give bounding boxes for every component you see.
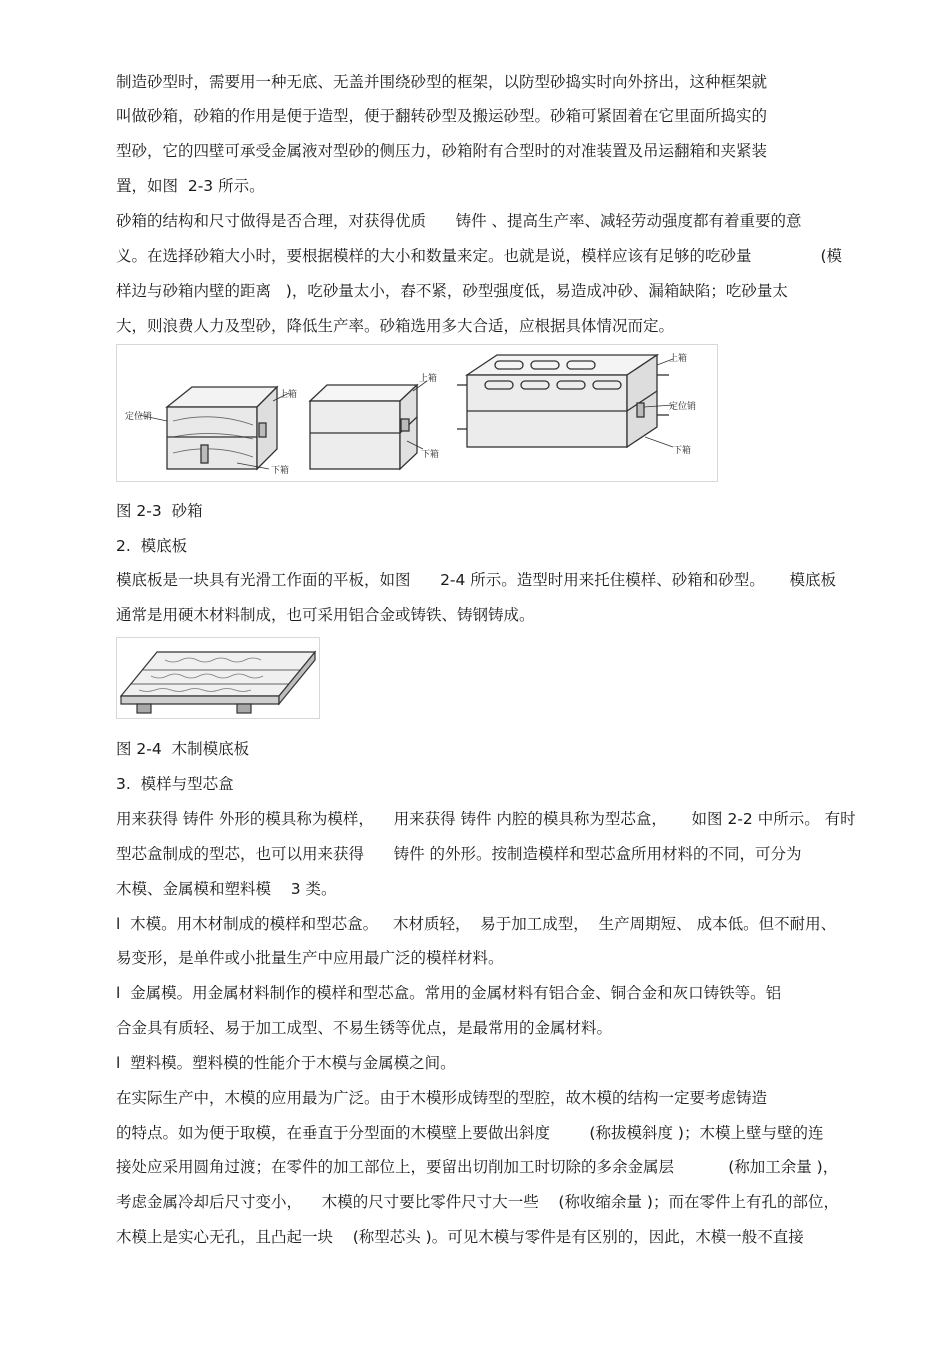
bullet-line-metal-1: l 金属模。用金属材料制作的模样和型芯盒。常用的金属材料有铝合金、铜合金和灰口铸铁等。铝 [116,984,782,1002]
fig3-label-xiaxiang-2: 下箱 [421,450,440,460]
fig3-label-dingweixiao-1: 定位销 [125,412,153,422]
text-line-16: 接处应采用圆角过渡；在零件的加工部位上，要留出切削加工时切除的多余金属层 (称加工余量 )， [116,1158,839,1176]
text-line-7: 样边与砂箱内壁的距离 )，吃砂量太小，舂不紧，砂型强度低，易造成冲砂、漏箱缺陷；吃砂量太 [116,282,788,300]
fig3-label-dingweixiao-2: 定位销 [669,402,697,412]
bullet-line-wood-2: 易变形，是单件或小批量生产中应用最广泛的模样材料。 [116,949,504,967]
bullet-line-wood-1: l 木模。用木材制成的模样和型芯盒。 木材质轻， 易于加工成型， 生产周期短、 成本低。但不耐用、 [116,915,837,933]
figure-2-4-caption: 图 2-4 木制模底板 [116,740,250,758]
section-heading-2: 2. 模底板 [116,537,188,555]
text-line-15: 的特点。如为便于取模，在垂直于分型面的木模壁上要做出斜度 (称拔模斜度 )；木模上壁与壁的连 [116,1124,824,1142]
bullet-line-metal-2: 合金具有质轻、易于加工成型、不易生锈等优点，是最常用的金属材料。 [116,1019,613,1037]
text-line-10: 通常是用硬木材料制成，也可采用铝合金或铸铁、铸钢铸成。 [116,606,535,624]
bullet-line-plastic: l 塑料模。塑料模的性能介于木模与金属模之间。 [116,1054,456,1072]
text-line-9: 模底板是一块具有光滑工作面的平板，如图 2-4 所示。造型时用来托住模样、砂箱和砂型。 模底板 [116,571,836,589]
section-heading-3: 3. 模样与型芯盒 [116,775,234,793]
text-line-12: 型芯盒制成的型芯，也可以用来获得 铸件 的外形。按制造模样和型芯盒所用材料的不同，可分为 [116,845,802,863]
text-line-17: 考虑金属冷却后尺寸变小， 木模的尺寸要比零件尺寸大一些 (称收缩余量 )；而在零件上有孔的部位， [116,1193,839,1211]
figure-2-4-pattern-plate [116,637,320,719]
figure-2-3-caption: 图 2-3 砂箱 [116,502,203,520]
text-line-4: 置，如图 2-3 所示。 [116,177,265,195]
text-line-2: 叫做砂箱，砂箱的作用是便于造型，便于翻转砂型及搬运砂型。砂箱可紧固着在它里面所捣实的 [116,107,768,125]
text-line-6: 义。在选择砂箱大小时，要根据模样的大小和数量来定。也就是说，模样应该有足够的吃砂量 (模 [116,247,843,265]
text-line-13: 木模、金属模和塑料模 3 类。 [116,880,337,898]
fig3-label-xiaxiang-1: 下箱 [271,466,290,476]
text-line-5: 砂箱的结构和尺寸做得是否合理，对获得优质 铸件 、提高生产率、减轻劳动强度都有着重要的意 [116,212,802,230]
text-line-8: 大，则浪费人力及型砂，降低生产率。砂箱选用多大合适，应根据具体情况而定。 [116,317,675,335]
fig3-label-shangxiang-3: 上箱 [669,354,688,364]
figure-2-3-flasks [116,344,718,482]
text-line-3: 型砂，它的四壁可承受金属液对型砂的侧压力，砂箱附有合型时的对准装置及吊运翻箱和夹紧装 [116,142,768,160]
fig3-label-shangxiang-2: 上箱 [419,374,438,384]
text-line-11: 用来获得 铸件 外形的模具称为模样， 用来获得 铸件 内腔的模具称为型芯盒， 如图 2-2 中所示。 有时 [116,810,856,828]
fig3-label-shangxiang-1: 上箱 [279,390,298,400]
text-line-18: 木模上是实心无孔，且凸起一块 (称型芯头 )。可见木模与零件是有区别的，因此，木模一般不直接 [116,1228,804,1246]
text-line-1: 制造砂型时，需要用一种无底、无盖并围绕砂型的框架，以防型砂捣实时向外挤出，这种框架就 [116,73,768,91]
text-line-14: 在实际生产中，木模的应用最为广泛。由于木模形成铸型的型腔，故木模的结构一定要考虑铸造 [116,1089,768,1107]
fig3-label-xiaxiang-3: 下箱 [673,446,692,456]
